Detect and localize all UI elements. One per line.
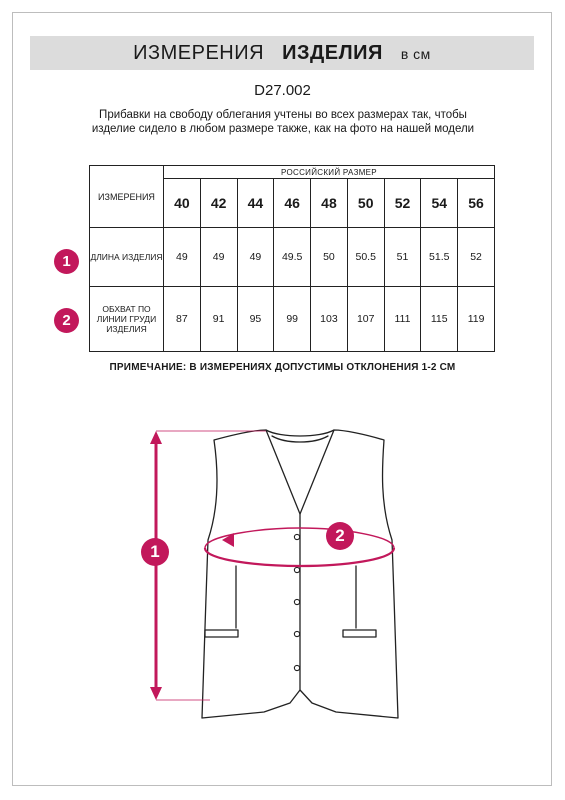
size-system-header: РОССИЙСКИЙ РАЗМЕР xyxy=(164,166,495,179)
size-header: 56 xyxy=(458,179,495,228)
size-header: 52 xyxy=(384,179,421,228)
title-part2: ИЗДЕЛИЯ xyxy=(282,42,383,64)
product-code: D27.002 xyxy=(254,82,311,99)
table-cell: 50.5 xyxy=(347,228,384,287)
row-label-chest: ОБХВАТ ПО ЛИНИИ ГРУДИ ИЗДЕЛИЯ xyxy=(90,287,164,352)
length-arrow-head-bottom xyxy=(150,687,162,700)
table-cell: 49 xyxy=(164,228,201,287)
table-cell: 119 xyxy=(458,287,495,352)
row-label-length: ДЛИНА ИЗДЕЛИЯ xyxy=(90,228,164,287)
table-cell: 49 xyxy=(237,228,274,287)
table-cell: 99 xyxy=(274,287,311,352)
title-unit: в см xyxy=(400,46,431,62)
table-cell: 95 xyxy=(237,287,274,352)
diagram-marker-chest: 2 xyxy=(326,522,354,550)
row-marker-chest: 2 xyxy=(54,308,79,333)
size-header: 44 xyxy=(237,179,274,228)
tolerance-note: ПРИМЕЧАНИЕ: В ИЗМЕРЕНИЯХ ДОПУСТИМЫ ОТКЛОНЕНИЯ 1-2 СМ xyxy=(109,362,456,373)
fit-description: Прибавки на свободу облегания учтены во всех размерах так, чтобы изделие сидело в любом размере также, как на фото на нашей модели xyxy=(91,109,475,135)
table-cell: 52 xyxy=(458,228,495,287)
pocket-left xyxy=(205,630,238,637)
length-arrow-head-top xyxy=(150,431,162,444)
row-marker-length: 1 xyxy=(54,249,79,274)
size-header: 48 xyxy=(311,179,348,228)
button-dot xyxy=(294,534,299,539)
button-dot xyxy=(294,631,299,636)
table-cell: 51.5 xyxy=(421,228,458,287)
size-header: 40 xyxy=(164,179,201,228)
table-cell: 87 xyxy=(164,287,201,352)
pocket-right xyxy=(343,630,376,637)
size-header: 42 xyxy=(200,179,237,228)
button-dot xyxy=(294,665,299,670)
diagram-marker-length: 1 xyxy=(141,538,169,566)
button-dot xyxy=(294,599,299,604)
table-cell: 49.5 xyxy=(274,228,311,287)
size-header: 46 xyxy=(274,179,311,228)
table-cell: 107 xyxy=(347,287,384,352)
table-cell: 91 xyxy=(200,287,237,352)
table-cell: 51 xyxy=(384,228,421,287)
title-part1: ИЗМЕРЕНИЯ xyxy=(133,42,265,64)
table-cell: 111 xyxy=(384,287,421,352)
vest-collar xyxy=(266,430,334,436)
measure-header: ИЗМЕРЕНИЯ xyxy=(90,166,164,228)
size-header: 50 xyxy=(347,179,384,228)
table-cell: 49 xyxy=(200,228,237,287)
table-cell: 103 xyxy=(311,287,348,352)
size-header: 54 xyxy=(421,179,458,228)
table-cell: 50 xyxy=(311,228,348,287)
table-cell: 115 xyxy=(421,287,458,352)
button-dot xyxy=(294,567,299,572)
vest-collar-inner xyxy=(272,436,328,442)
